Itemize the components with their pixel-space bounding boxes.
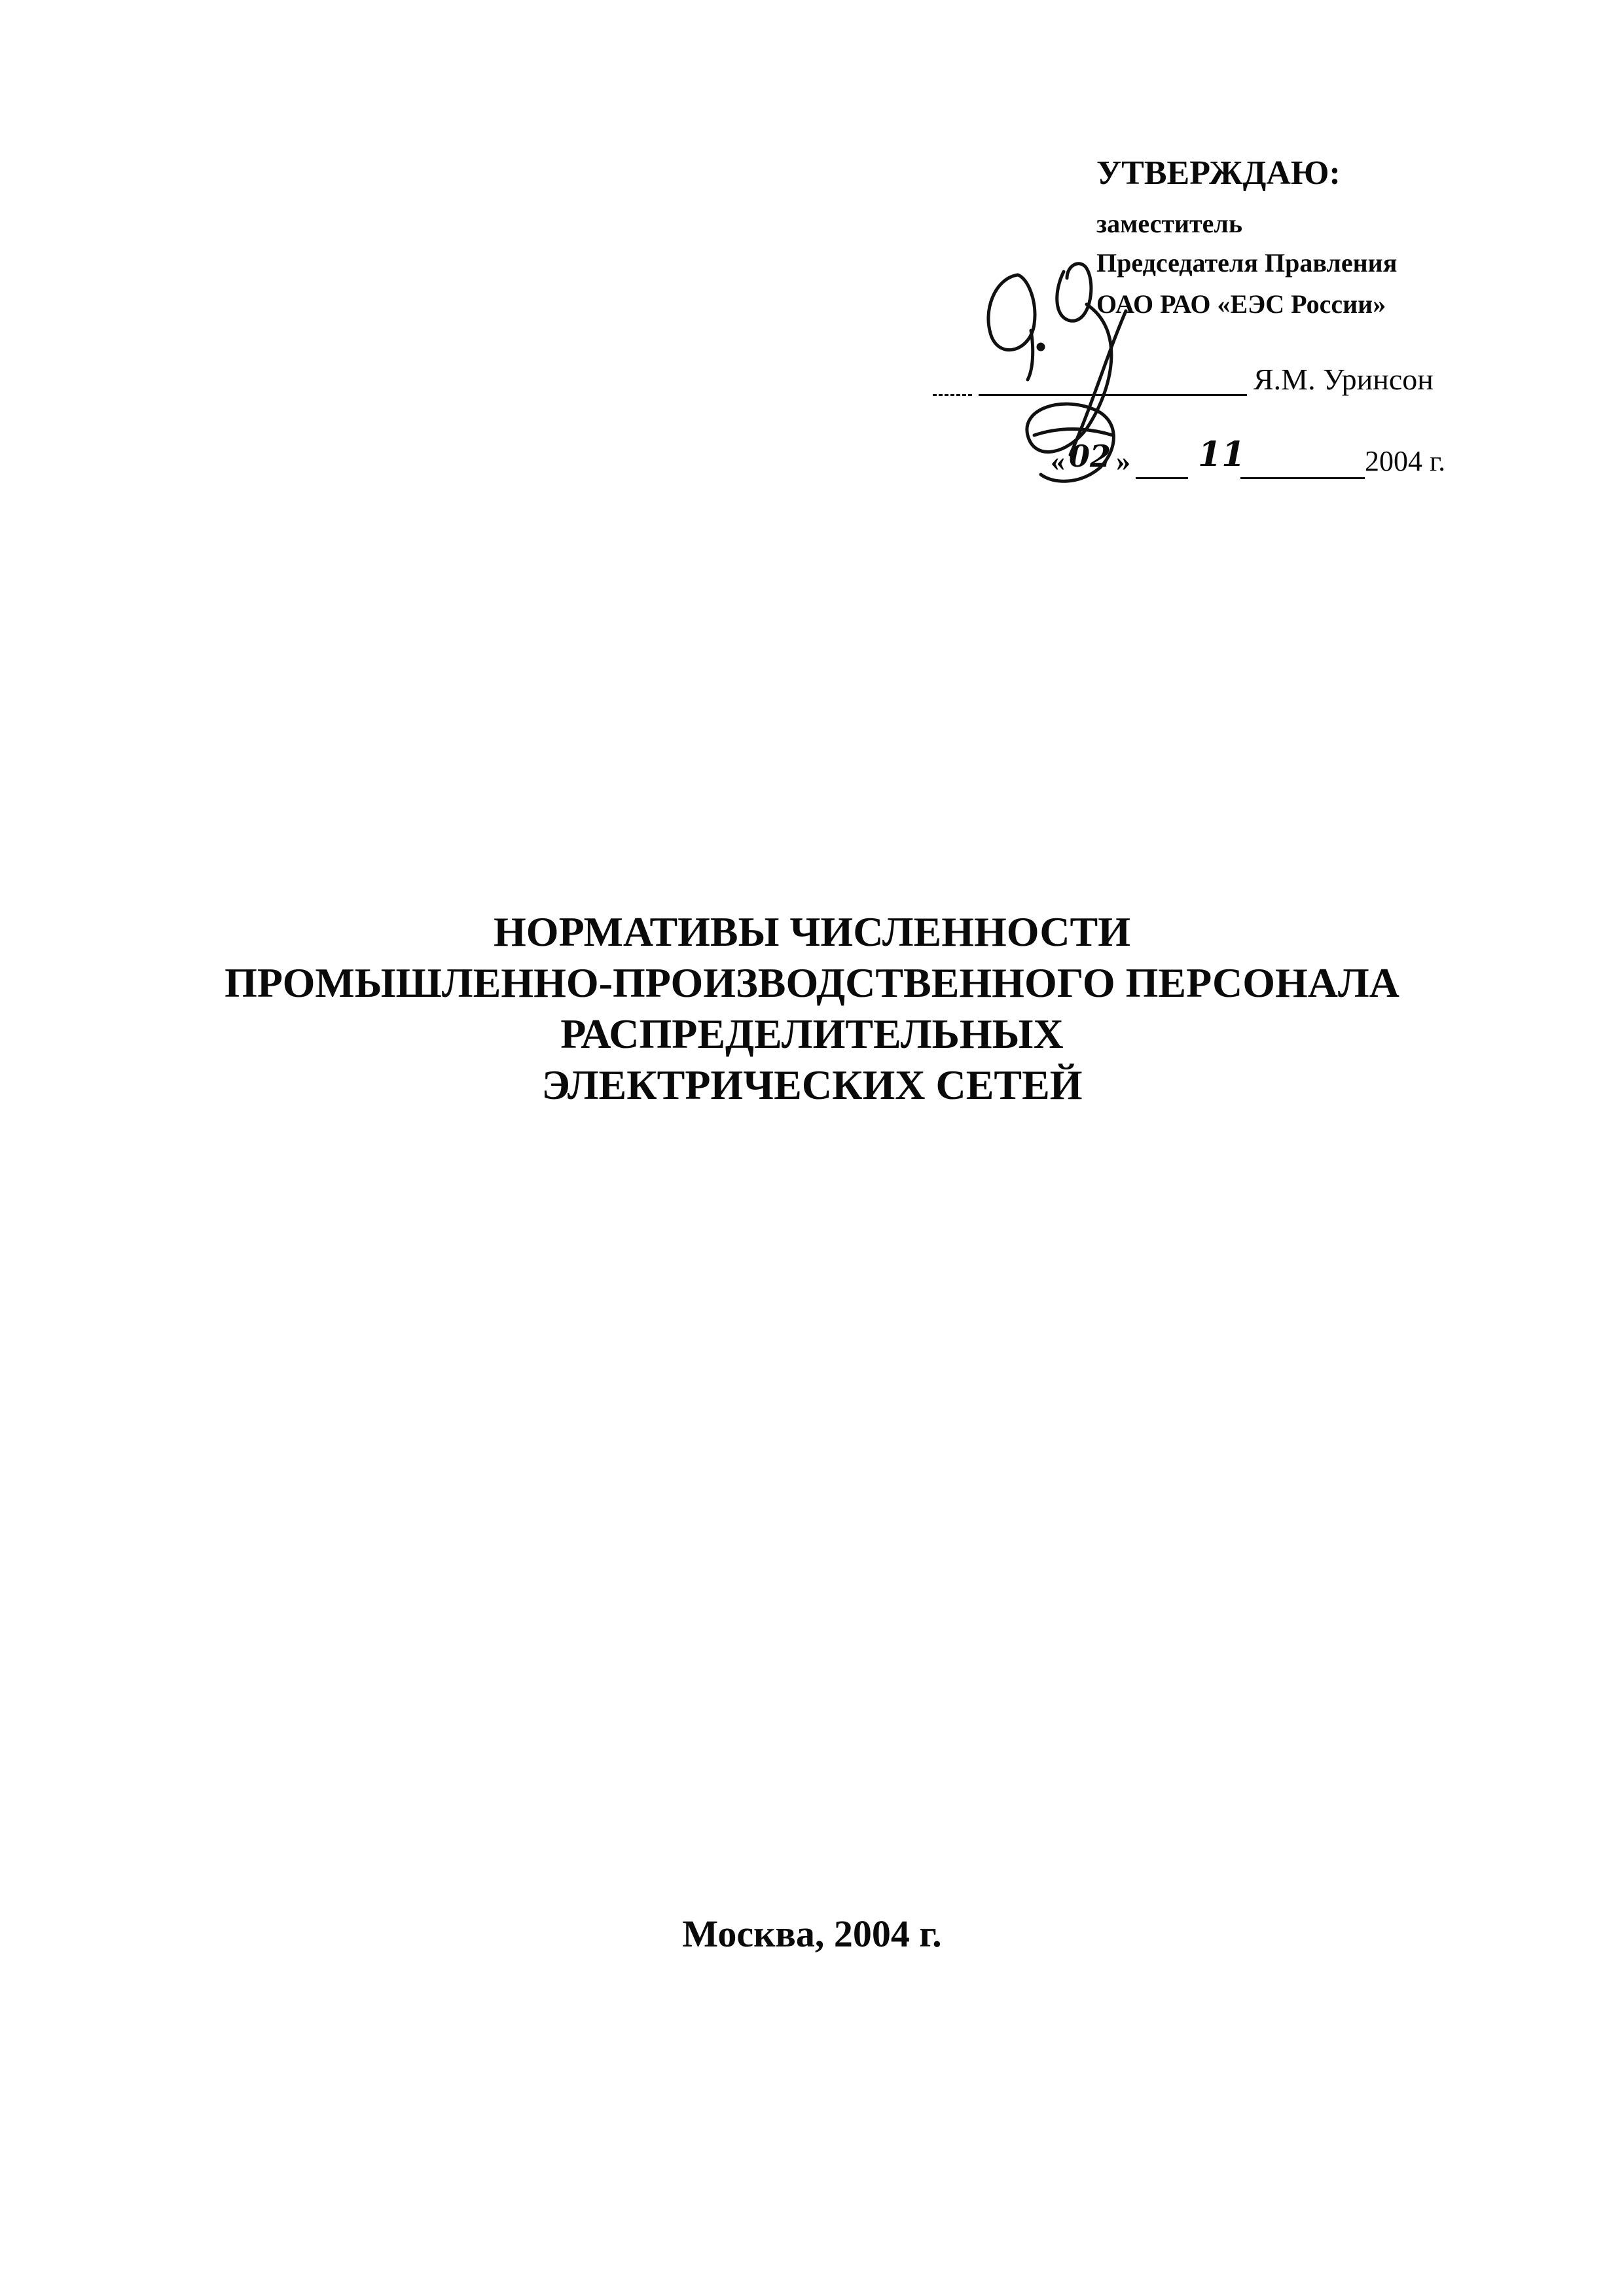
document-title (0, 906, 1624, 1111)
approver-organization: ОАО РАО «ЕЭС России» (1096, 289, 1386, 319)
date-close-quote: » (1116, 445, 1130, 477)
date-year: 2004 г. (1365, 445, 1446, 477)
handwritten-signature-icon (956, 239, 1204, 514)
title-line-1: НОРМАТИВЫ ЧИСЛЕННОСТИ (494, 908, 1130, 955)
date-rule-2 (1240, 477, 1365, 479)
title-line-3: РАСПРЕДЕЛИТЕЛЬНЫХ (560, 1011, 1064, 1057)
title-line-4: ЭЛЕКТРИЧЕСКИХ СЕТЕЙ (541, 1062, 1083, 1108)
date-day-handwritten: 02 (1069, 439, 1111, 474)
approval-heading: УТВЕРЖДАЮ: (1096, 154, 1341, 192)
approver-position-line-2: Председателя Правления (1096, 248, 1398, 278)
title-line-2: ПРОМЫШЛЕННО-ПРОИЗВОДСТВЕННОГО ПЕРСОНАЛА (225, 960, 1399, 1006)
date-open-quote: « (1051, 445, 1065, 477)
signatory-name: Я.М. Уринсон (1254, 363, 1434, 396)
date-month-handwritten: 11 (1198, 435, 1246, 475)
place-and-year: Москва, 2004 г. (682, 1912, 942, 1955)
approver-position-line-1: заместитель (1096, 209, 1243, 238)
